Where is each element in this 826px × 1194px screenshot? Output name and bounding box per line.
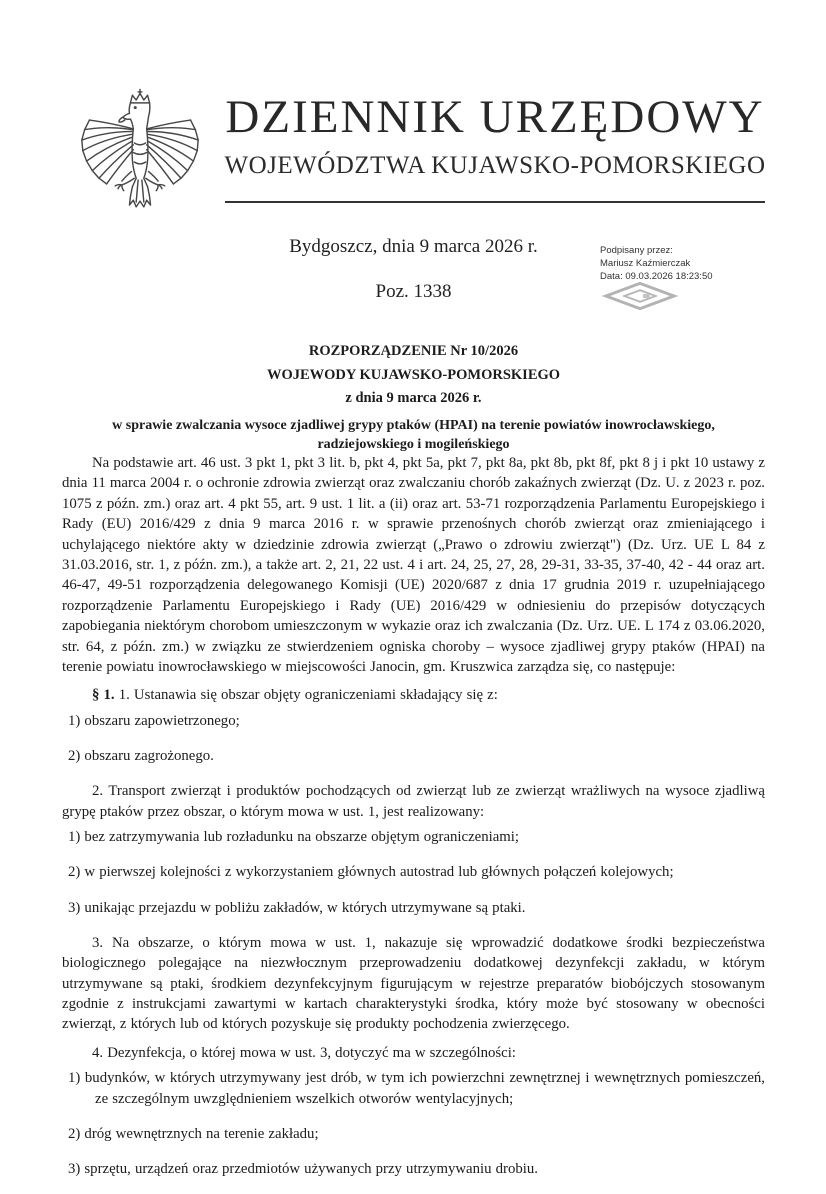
place-and-date: Bydgoszcz, dnia 9 marca 2026 r. [289, 236, 538, 257]
journal-subtitle: WOJEWÓDZTWA KUJAWSKO-POMORSKIEGO [224, 152, 766, 179]
masthead-divider [225, 201, 765, 203]
act-date-line: z dnia 9 marca 2026 r. [345, 390, 482, 406]
act-issuer-line: WOJEWODY KUJAWSKO-POMORSKIEGO [266, 366, 561, 383]
list-item: 3) unikając przejazdu w pobliżu zakładów, w których utrzymywane są ptaki. [68, 899, 526, 916]
list-item: 2) obszaru zagrożonego. [68, 748, 214, 765]
section-1-ust1-text: 1. Ustanawia się obszar objęty ograniczeniami składający się z: [118, 687, 498, 704]
section-1-intro [62, 685, 765, 705]
section-1-ust4: 4. Dezynfekcja, o której mowa w ust. 3, dotyczyć ma w szczególności: [92, 1044, 516, 1061]
section-1-ust3: 3. Na obszarze, o którym mowa w ust. 1, nakazuje się wprowadzić dodatkowe środki bezpieczeństwa biologicznego polegające na niezwłocznym przeprowadzeniu dodatkowej dezynfekcji zakładu, w którym utrzymywane są ptaki, środkiem dezynfekcyjnym figurującym w rejestrze preparatów biobójczych stosowanym zgodnie z instrukcjami zawartymi w kartach charakterystyki środka, który może być stosowany w obecności zwierząt, z których lub od których pozyskuje się produkty pochodzenia zwierzęcego. [62, 934, 765, 1033]
journal-title: DZIENNIK URZĘDOWY [225, 91, 765, 143]
list-item: 1) budynków, w których utrzymywany jest drób, w tym ich powierzchni zewnętrznej i wewnętrznych pomieszczeń, ze szczególnym uwzględnieniem wszelkich otworów wentylacyjnych; [68, 1070, 765, 1107]
act-heading [62, 340, 765, 454]
digital-signature-block [600, 244, 740, 283]
section-1-ust2: 2. Transport zwierząt i produktów pochodzących od zwierząt lub ze zwierząt wrażliwych na wysoce zjadliwą grypę ptaków przez obszar, o którym mowa w ust. 1, jest realizowany: [62, 783, 765, 820]
list-item: 2) dróg wewnętrznych na terenie zakładu; [68, 1125, 319, 1142]
list-item: 1) bez zatrzymywania lub rozładunku na obszarze objętym ograniczeniami; [68, 829, 520, 846]
list-item: 2) w pierwszej kolejności z wykorzystaniem głównych autostrad lub głównych połączeń kolejowych; [68, 864, 674, 881]
act-type-line: ROZPORZĄDZENIE Nr 10/2026 [308, 343, 519, 359]
signature-date: Data: 09.03.2026 18:23:50 [600, 271, 713, 282]
list-item: 1) obszaru zapowietrzonego; [68, 712, 240, 729]
preamble-paragraph: Na podstawie art. 46 ust. 3 pkt 1, pkt 3 lit. b, pkt 4, pkt 5a, pkt 7, pkt 8a, pkt 8b, pkt 8f, pkt 8 j i pkt 10 ustawy z dnia 11 marca 2004 r. o ochronie zdrowia zwierząt oraz zwalczaniu chorób zakaźnych zwierząt (Dz. U. z 2023 r. poz. 1075 z późn. zm.) oraz art. 4 pkt 55, art. 9 ust. 1 lit. a (ii) oraz art. 53-71 rozporządzenia Parlamentu Europejskiego i Rady (EU) 2016/429 z dnia 9 marca 2016 r. w sprawie przenośnych chorób zwierząt oraz zmieniającego i uchylającego niektóre akty w dziedzinie zdrowia zwierząt („Prawo o zdrowiu zwierząt") (Dz. Urz. UE L 84 z 31.03.2016, str. 1, z późn. zm.), a także art. 2, 21, 22 ust. 4 i art. 24, 25, 27, 28, 29-31, 33-35, 37-40, 42 - 44 oraz art. 46-47, 49-51 rozporządzenia delegowanego Komisji (UE) 2020/687 z dnia 17 grudnia 2019 r. uzupełniającego rozporządzenie Parlamentu Europejskiego i Rady (UE) 2016/429 w odniesieniu do przepisów dotyczących zapobiegania niektórym chorobom umieszczonym w wykazie oraz ich zwalczania (Dz. Urz. UE. L 174 z 03.06.2020, str. 64, z późn. zm.) w związku ze stwierdzeniem ogniska choroby – wysoce zjadliwej grypy ptaków (HPAI) na terenie powiatu inowrocławskiego w miejscowości Janocin, gm. Kruszwica zarządza się, co następuje: [62, 455, 766, 676]
list-item: 3) sprzętu, urządzeń oraz przedmiotów używanych przy utrzymywaniu drobiu. [68, 1160, 538, 1177]
section-1-mark: § 1. [92, 687, 119, 704]
digital-signature-seal-icon [604, 281, 676, 311]
signed-by-label: Podpisany przez: [600, 245, 673, 256]
act-subject: w sprawie zwalczania wysoce zjadliwej grypy ptaków (HPAI) na terenie powiatów inowrocławskiego, radziejowskiego i mogileńskiego [112, 417, 715, 452]
position-number: Poz. 1338 [375, 281, 452, 302]
polish-white-eagle-icon [78, 86, 202, 218]
act-body [62, 453, 765, 1194]
signer-name: Mariusz Kaźmierczak [600, 258, 691, 269]
